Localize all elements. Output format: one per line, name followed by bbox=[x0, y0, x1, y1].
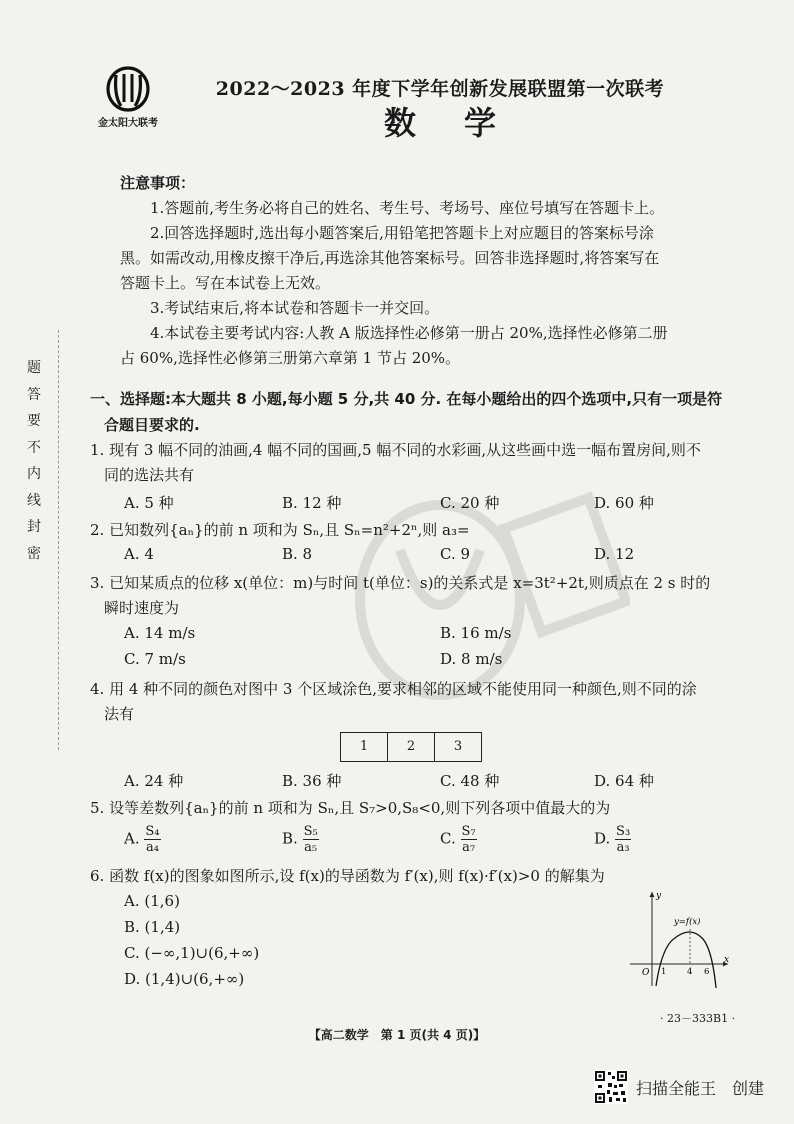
fraction-num: S₇ bbox=[461, 824, 476, 839]
option-a: A. 4 bbox=[124, 545, 154, 563]
scanner-text: 扫描全能王 创建 bbox=[636, 1078, 765, 1098]
option-d: D. 60 种 bbox=[594, 494, 654, 512]
notice-title: 注意事项： bbox=[120, 174, 196, 192]
notice-item: 答题卡上。写在本试卷上无效。 bbox=[120, 274, 331, 292]
question-text: 1. 现有 3 幅不同的油画,4 幅不同的国画,5 幅不同的水彩画,从这些画中选一幅布置房间,则不 bbox=[90, 441, 701, 459]
region-box: 2 bbox=[388, 733, 435, 761]
tick-label: 6 bbox=[704, 967, 710, 977]
option-b bbox=[282, 824, 319, 855]
notice-item: 3.考试结束后,将本试卷和答题卡一并交回。 bbox=[150, 299, 440, 317]
notice-item: 占 60%,选择性必修第三册第六章第 1 节占 20%。 bbox=[120, 349, 461, 367]
option-a: A. 5 种 bbox=[124, 494, 174, 512]
option-a bbox=[124, 824, 161, 855]
subject-title: 数学 bbox=[383, 104, 544, 142]
notice-item: 2.回答选择题时,选出每小题答案后,用铅笔把答题卡上对应题目的答案标号涂 bbox=[150, 224, 654, 242]
exam-logo bbox=[86, 66, 170, 130]
fraction bbox=[144, 824, 160, 855]
fraction-den: a₇ bbox=[462, 840, 476, 855]
origin-label: O bbox=[642, 968, 650, 978]
seal-char: 答 bbox=[27, 386, 41, 403]
question-5 bbox=[90, 796, 740, 821]
option-b: B. 16 m/s bbox=[440, 624, 512, 642]
fraction bbox=[461, 824, 477, 855]
question-text: 6. 函数 f(x)的图象如图所示,设 f(x)的导函数为 f′(x),则 f(x)·f′(x)>0 的解集为 bbox=[90, 867, 605, 885]
section-header-line: 一、选择题:本大题共 8 小题,每小题 5 分,共 40 分. 在每小题给出的四个选项中,只有一项是符 bbox=[90, 390, 723, 408]
tick-label: 1 bbox=[661, 967, 667, 977]
question-text: 瞬时速度为 bbox=[104, 599, 180, 617]
seal-char: 不 bbox=[27, 439, 41, 456]
paper-code: · 23－333B1 · bbox=[660, 1012, 736, 1025]
y-axis-label: y bbox=[656, 891, 662, 901]
fraction bbox=[303, 824, 319, 855]
tick-label: 4 bbox=[687, 967, 693, 977]
region-diagram bbox=[340, 732, 482, 762]
option-d: D. 64 种 bbox=[594, 772, 654, 790]
seal-char: 封 bbox=[27, 519, 41, 535]
seal-char: 密 bbox=[27, 545, 41, 562]
scanner-watermark bbox=[594, 1070, 764, 1104]
option-d bbox=[594, 824, 631, 855]
fraction-den: a₄ bbox=[145, 840, 159, 855]
option-c: C. 9 bbox=[440, 545, 471, 563]
curve-fx bbox=[656, 932, 716, 988]
logo-text: 金太阳大联考 bbox=[98, 118, 158, 129]
fraction-num: S₄ bbox=[145, 824, 160, 839]
option-a: A. (1,6) bbox=[124, 892, 180, 910]
option-b: B. 12 种 bbox=[282, 494, 342, 512]
question-text: 4. 用 4 种不同的颜色对图中 3 个区域涂色,要求相邻的区域不能使用同一种颜色,则不同的涂 bbox=[90, 680, 697, 698]
option-b: B. (1,4) bbox=[124, 918, 181, 936]
seal-line-note bbox=[20, 355, 48, 567]
fraction-num: S₃ bbox=[616, 824, 631, 839]
option-d: D. (1,4)∪(6,+∞) bbox=[124, 970, 245, 988]
question-text: 5. 设等差数列{aₙ}的前 n 项和为 Sₙ,且 S₇>0,S₈<0,则下列各项中值最大的为 bbox=[90, 799, 611, 817]
exam-title: 2022～2023 年度下学年创新发展联盟第一次联考 bbox=[215, 78, 665, 100]
seal-char: 内 bbox=[27, 466, 41, 482]
option-b: B. 36 种 bbox=[282, 772, 342, 790]
option-a: A. 14 m/s bbox=[124, 624, 196, 642]
option-label: B. bbox=[282, 829, 298, 848]
question-text: 法有 bbox=[104, 705, 135, 723]
option-c: C. 7 m/s bbox=[124, 650, 186, 668]
option-label: D. bbox=[594, 829, 611, 848]
notice-list bbox=[120, 196, 710, 371]
question-text: 3. 已知某质点的位移 x(单位：m)与时间 t(单位：s)的关系式是 x=3t²+2t,则质点在 2 s 时的 bbox=[90, 574, 711, 592]
x-axis-label: x bbox=[724, 955, 730, 965]
seal-line bbox=[58, 330, 59, 750]
function-graph bbox=[628, 888, 732, 988]
question-4 bbox=[90, 677, 740, 727]
seal-char: 题 bbox=[27, 360, 41, 376]
seal-char: 要 bbox=[27, 413, 41, 429]
notice-item: 1.答题前,考生务必将自己的姓名、考生号、考场号、座位号填写在答题卡上。 bbox=[150, 199, 665, 217]
fraction-den: a₃ bbox=[616, 840, 630, 855]
notice-item: 黑。如需改动,用橡皮擦干净后,再选涂其他答案标号。回答非选择题时,将答案写在 bbox=[120, 249, 660, 267]
page-footer: 【高二数学 第 1 页(共 4 页)】 bbox=[308, 1028, 486, 1042]
question-2 bbox=[90, 518, 740, 543]
fraction-den: a₅ bbox=[304, 840, 318, 855]
option-label: C. bbox=[440, 829, 456, 848]
curve-label: y=f(x) bbox=[674, 917, 701, 927]
option-b: B. 8 bbox=[282, 545, 313, 563]
option-d: D. 8 m/s bbox=[440, 650, 503, 668]
question-6 bbox=[90, 864, 740, 889]
qr-code-icon bbox=[594, 1070, 628, 1104]
option-c: C. 48 种 bbox=[440, 772, 500, 790]
option-a: A. 24 种 bbox=[124, 772, 184, 790]
question-3 bbox=[90, 571, 740, 621]
y-axis-arrow-icon bbox=[650, 892, 655, 897]
option-c bbox=[440, 824, 477, 855]
question-text: 2. 已知数列{aₙ}的前 n 项和为 Sₙ,且 Sₙ=n²+2ⁿ,则 a₃= bbox=[90, 521, 470, 539]
fraction bbox=[615, 824, 631, 855]
fraction-num: S₅ bbox=[303, 824, 318, 839]
question-text: 同的选法共有 bbox=[104, 466, 195, 484]
sun-logo-icon bbox=[105, 66, 151, 112]
question-1 bbox=[90, 438, 740, 488]
option-c: C. (−∞,1)∪(6,+∞) bbox=[124, 944, 260, 962]
section-header-line: 合题目要求的. bbox=[104, 416, 200, 434]
notice-item: 4.本试卷主要考试内容:人教 A 版选择性必修第一册占 20%,选择性必修第二册 bbox=[150, 324, 668, 342]
region-box: 1 bbox=[341, 733, 388, 761]
option-label: A. bbox=[124, 829, 140, 848]
section-header bbox=[90, 386, 730, 438]
option-d: D. 12 bbox=[594, 545, 635, 563]
seal-char: 线 bbox=[27, 492, 41, 509]
region-box: 3 bbox=[453, 739, 463, 754]
option-c: C. 20 种 bbox=[440, 494, 500, 512]
